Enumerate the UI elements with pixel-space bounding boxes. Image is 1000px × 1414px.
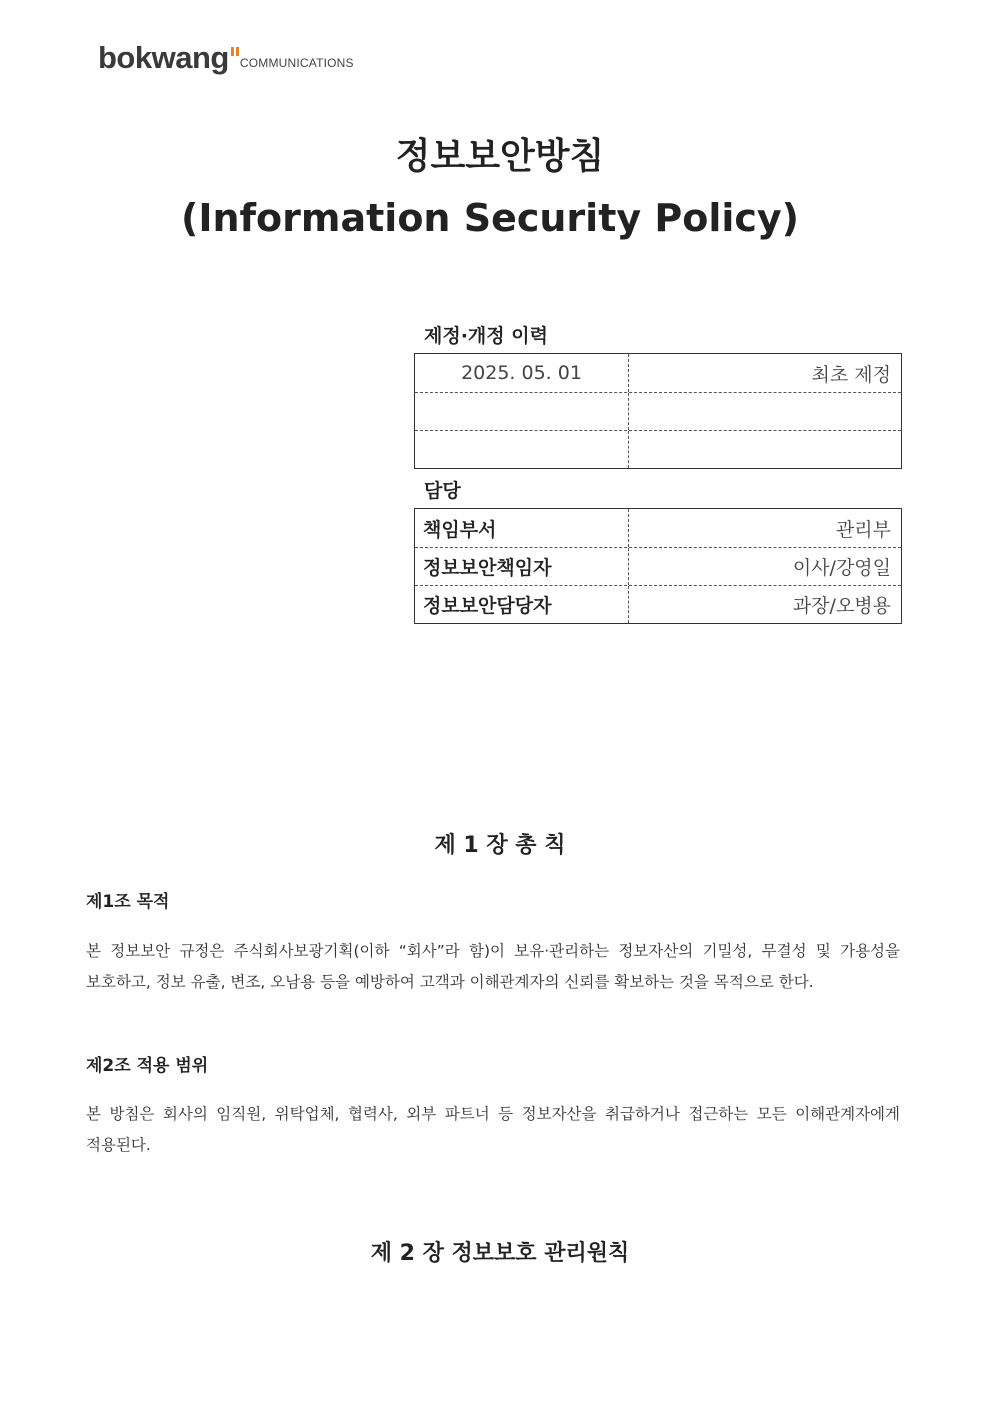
responsibility-table <box>414 508 902 624</box>
logo-subtitle: COMMUNICATIONS <box>239 56 354 70</box>
revision-description <box>629 431 901 468</box>
logo-accent-bars <box>231 47 239 56</box>
responsibility-value: 과장/오병용 <box>792 595 891 617</box>
chapter-2-heading: 제 2 장 정보보호 관리원칙 <box>370 1241 630 1266</box>
chapter-1-heading: 제 1 장 총 칙 <box>434 833 566 858</box>
article-1-heading: 제1조 목적 <box>86 892 170 912</box>
revision-row <box>415 392 901 430</box>
revision-date: 2025. 05. 01 <box>415 354 629 392</box>
company-logo <box>98 42 354 73</box>
responsibility-role: 정보보안담당자 <box>415 586 629 623</box>
document-title-english: (Information Security Policy) <box>180 196 800 240</box>
responsibility-value: 이사/강영일 <box>792 557 891 579</box>
logo-wordmark: bokwang <box>98 40 229 75</box>
revision-history-label: 제정·개정 이력 <box>424 325 548 347</box>
responsibility-role: 정보보안책임자 <box>415 548 629 585</box>
revision-date <box>415 431 629 468</box>
responsibility-row <box>415 585 901 623</box>
responsibility-row <box>415 547 901 585</box>
responsibility-value: 관리부 <box>835 518 891 541</box>
article-2-heading: 제2조 적용 범위 <box>86 1056 209 1076</box>
revision-row <box>415 430 901 468</box>
revision-row <box>415 354 901 392</box>
revision-history-table <box>414 353 902 469</box>
responsibility-role: 책임부서 <box>415 509 629 547</box>
revision-description: 최초 제정 <box>811 363 891 386</box>
revision-date <box>415 393 629 430</box>
responsibility-label: 담당 <box>424 480 461 502</box>
revision-description <box>629 393 901 430</box>
document-title-korean: 정보보안방침 <box>395 136 605 177</box>
responsibility-row <box>415 509 901 547</box>
article-2-text: 본 방침은 회사의 임직원, 위탁업체, 협력사, 외부 파트너 등 정보자산을 취급하거나 접근하는 모든 이해관계자에게 적용된다. <box>86 1105 900 1154</box>
article-1-text: 본 정보보안 규정은 주식회사보광기획(이하 “회사”라 함)이 보유·관리하는 정보자산의 기밀성, 무결성 및 가용성을 보호하고, 정보 유출, 변조, 오남용 등을 예방하여 고객과 이해관계자의 신뢰를 확보하는 것을 목적으로 한다. <box>86 942 900 991</box>
